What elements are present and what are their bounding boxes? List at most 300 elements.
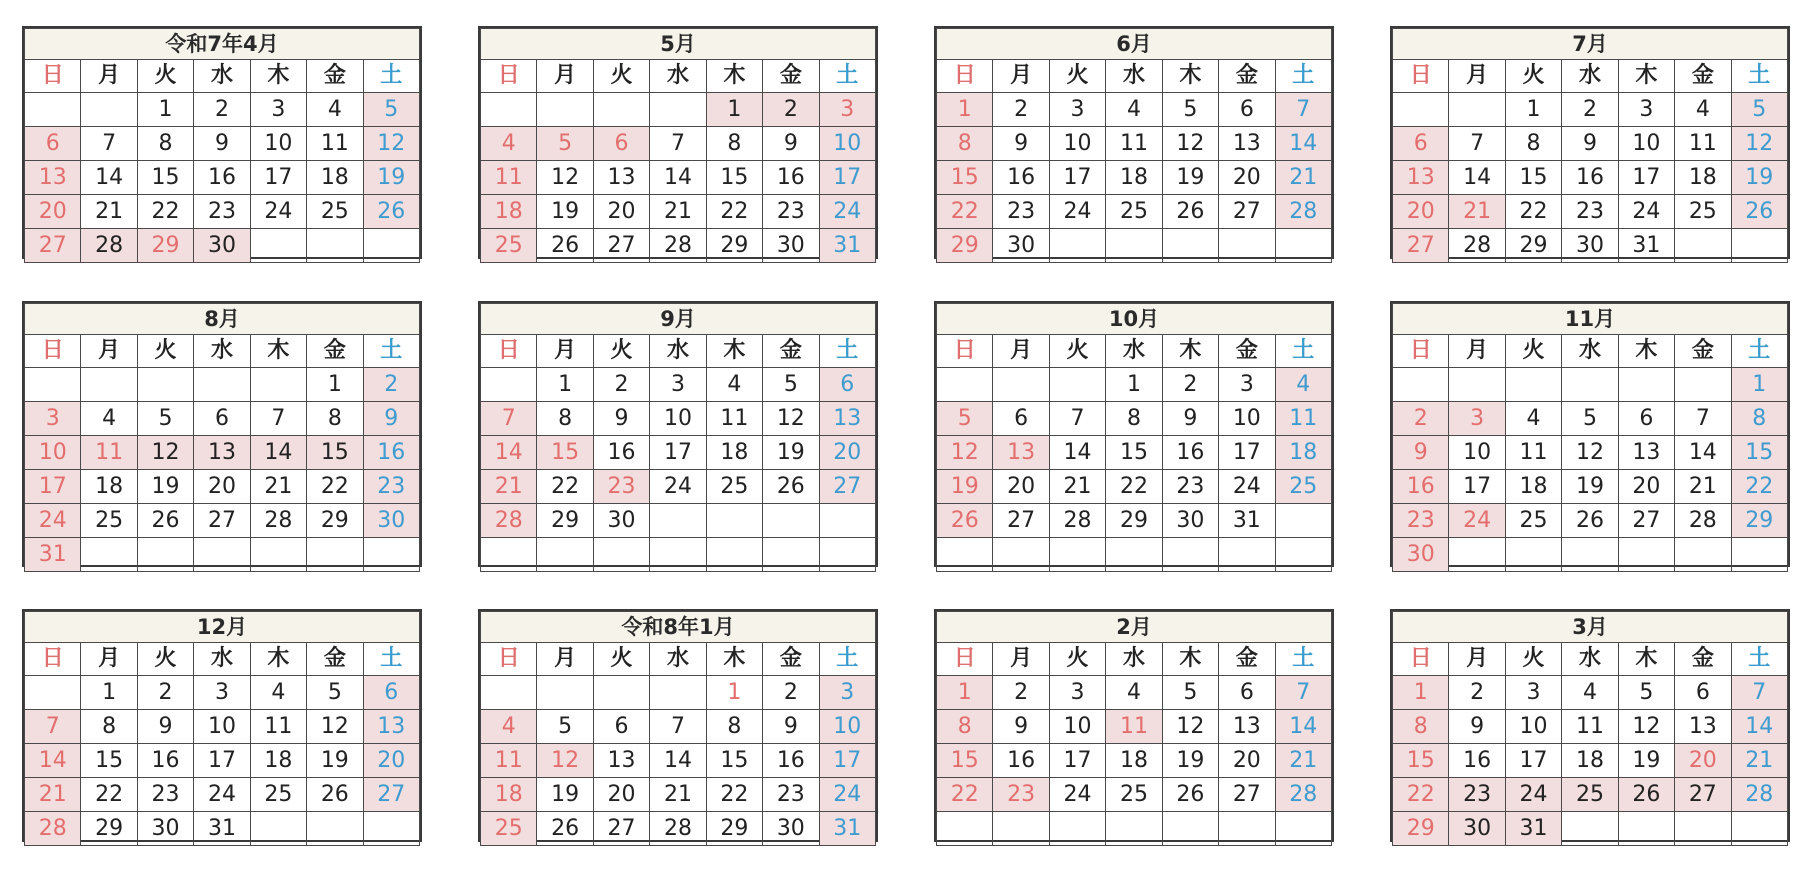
weekday-header: 木 (250, 335, 306, 368)
day-cell: 11 (1675, 127, 1731, 161)
day-cell: 14 (481, 436, 537, 470)
weekday-header: 金 (763, 643, 819, 676)
day-cell: 2 (363, 368, 419, 402)
day-cell: 13 (593, 161, 649, 195)
day-cell: 5 (537, 710, 593, 744)
weekday-header: 月 (537, 60, 593, 93)
week-row (25, 402, 420, 436)
day-cell: 3 (650, 368, 706, 402)
week-row (481, 195, 876, 229)
day-cell: 11 (1562, 710, 1618, 744)
day-cell: 1 (81, 676, 137, 710)
day-cell: 6 (363, 676, 419, 710)
day-cell: 3 (1505, 676, 1561, 710)
week-row (25, 778, 420, 812)
week-row (937, 161, 1332, 195)
week-row (937, 470, 1332, 504)
day-cell: 19 (1618, 744, 1674, 778)
weekday-header: 火 (137, 335, 193, 368)
day-cell: 18 (81, 470, 137, 504)
month-title: 6月 (937, 29, 1332, 60)
week-row (481, 402, 876, 436)
weekday-header: 火 (1505, 60, 1561, 93)
day-cell: 22 (937, 778, 993, 812)
empty-cell (250, 812, 306, 846)
day-cell: 26 (1162, 195, 1218, 229)
empty-cell (81, 93, 137, 127)
weekday-header: 火 (593, 60, 649, 93)
empty-cell (706, 504, 762, 538)
day-cell: 19 (1731, 161, 1787, 195)
day-cell: 17 (25, 470, 81, 504)
empty-cell (537, 93, 593, 127)
day-cell: 7 (1275, 93, 1331, 127)
empty-cell (763, 538, 819, 572)
day-cell: 11 (1106, 127, 1162, 161)
day-cell: 2 (1393, 402, 1449, 436)
day-cell: 20 (593, 778, 649, 812)
day-cell: 23 (1562, 195, 1618, 229)
weekday-header: 木 (706, 335, 762, 368)
day-cell: 13 (25, 161, 81, 195)
day-cell: 2 (993, 676, 1049, 710)
weekday-header: 火 (1049, 60, 1105, 93)
day-cell: 9 (363, 402, 419, 436)
weekday-header: 金 (1675, 60, 1731, 93)
day-cell: 6 (593, 710, 649, 744)
day-cell: 29 (1106, 504, 1162, 538)
day-cell: 29 (1731, 504, 1787, 538)
week-row (1393, 436, 1788, 470)
week-row (25, 710, 420, 744)
day-cell: 7 (1449, 127, 1505, 161)
day-cell: 31 (1618, 229, 1674, 263)
day-cell: 9 (137, 710, 193, 744)
weekday-header: 日 (25, 643, 81, 676)
day-cell: 23 (1162, 470, 1218, 504)
day-cell: 2 (1449, 676, 1505, 710)
week-row (481, 538, 876, 572)
day-cell: 21 (1275, 161, 1331, 195)
week-row (937, 436, 1332, 470)
day-cell: 18 (1562, 744, 1618, 778)
day-cell: 11 (1106, 710, 1162, 744)
day-cell: 26 (537, 812, 593, 846)
week-row (481, 744, 876, 778)
day-cell: 14 (81, 161, 137, 195)
week-row (937, 744, 1332, 778)
day-cell: 4 (1562, 676, 1618, 710)
day-cell: 5 (307, 676, 363, 710)
day-cell: 22 (537, 470, 593, 504)
empty-cell (307, 812, 363, 846)
weekday-header: 月 (993, 643, 1049, 676)
day-cell: 28 (25, 812, 81, 846)
week-row (25, 93, 420, 127)
day-cell: 28 (81, 229, 137, 263)
week-row (481, 368, 876, 402)
empty-cell (194, 538, 250, 572)
empty-cell (1393, 368, 1449, 402)
empty-cell (307, 229, 363, 263)
day-cell: 20 (194, 470, 250, 504)
day-cell: 12 (763, 402, 819, 436)
day-cell: 19 (307, 744, 363, 778)
day-cell: 14 (650, 744, 706, 778)
weekday-header: 土 (1731, 335, 1787, 368)
empty-cell (1106, 229, 1162, 263)
day-cell: 19 (137, 470, 193, 504)
day-cell: 28 (1275, 778, 1331, 812)
day-cell: 6 (1618, 402, 1674, 436)
day-cell: 10 (25, 436, 81, 470)
week-row (481, 710, 876, 744)
empty-cell (137, 538, 193, 572)
day-cell: 5 (1562, 402, 1618, 436)
empty-cell (1562, 368, 1618, 402)
day-cell: 31 (819, 229, 875, 263)
weekday-header: 土 (363, 335, 419, 368)
day-cell: 6 (593, 127, 649, 161)
day-cell: 20 (363, 744, 419, 778)
weekday-header: 水 (194, 335, 250, 368)
week-row (25, 744, 420, 778)
day-cell: 27 (1219, 195, 1275, 229)
day-cell: 30 (1393, 538, 1449, 572)
empty-cell (1049, 229, 1105, 263)
day-cell: 31 (819, 812, 875, 846)
empty-cell (937, 812, 993, 846)
day-cell: 25 (81, 504, 137, 538)
day-cell: 17 (1618, 161, 1674, 195)
day-cell: 7 (81, 127, 137, 161)
empty-cell (1275, 538, 1331, 572)
week-row (1393, 195, 1788, 229)
empty-cell (1675, 812, 1731, 846)
month-calendar (478, 301, 878, 567)
day-cell: 6 (1219, 93, 1275, 127)
day-cell: 2 (763, 93, 819, 127)
day-cell: 29 (706, 229, 762, 263)
day-cell: 15 (937, 161, 993, 195)
week-row (25, 436, 420, 470)
day-cell: 5 (1162, 676, 1218, 710)
day-cell: 28 (1275, 195, 1331, 229)
day-cell: 9 (763, 127, 819, 161)
day-cell: 29 (1505, 229, 1561, 263)
empty-cell (650, 538, 706, 572)
day-cell: 1 (1106, 368, 1162, 402)
empty-cell (993, 368, 1049, 402)
weekday-header: 金 (763, 335, 819, 368)
day-cell: 2 (194, 93, 250, 127)
day-cell: 18 (1275, 436, 1331, 470)
day-cell: 1 (937, 676, 993, 710)
empty-cell (1505, 538, 1561, 572)
day-cell: 14 (1275, 127, 1331, 161)
day-cell: 8 (1393, 710, 1449, 744)
weekday-header: 金 (307, 643, 363, 676)
month-calendar (934, 609, 1334, 842)
day-cell: 1 (1731, 368, 1787, 402)
day-cell: 31 (1219, 504, 1275, 538)
day-cell: 13 (1675, 710, 1731, 744)
day-cell: 21 (1449, 195, 1505, 229)
day-cell: 5 (363, 93, 419, 127)
weekday-header: 火 (137, 643, 193, 676)
weekday-header: 木 (706, 643, 762, 676)
day-cell: 16 (194, 161, 250, 195)
day-cell: 20 (25, 195, 81, 229)
empty-cell (1562, 538, 1618, 572)
day-cell: 24 (194, 778, 250, 812)
empty-cell (1162, 538, 1218, 572)
day-cell: 26 (763, 470, 819, 504)
day-cell: 20 (819, 436, 875, 470)
day-cell: 22 (1393, 778, 1449, 812)
weekday-header: 月 (81, 643, 137, 676)
day-cell: 12 (537, 744, 593, 778)
day-cell: 22 (137, 195, 193, 229)
weekday-header: 火 (137, 60, 193, 93)
weekday-header: 水 (1562, 643, 1618, 676)
empty-cell (763, 504, 819, 538)
week-row (25, 161, 420, 195)
day-cell: 4 (1106, 93, 1162, 127)
day-cell: 17 (819, 161, 875, 195)
day-cell: 23 (593, 470, 649, 504)
day-cell: 13 (593, 744, 649, 778)
day-cell: 2 (1562, 93, 1618, 127)
day-cell: 22 (81, 778, 137, 812)
day-cell: 3 (819, 93, 875, 127)
day-cell: 27 (1675, 778, 1731, 812)
day-cell: 6 (993, 402, 1049, 436)
day-cell: 13 (363, 710, 419, 744)
day-cell: 8 (1731, 402, 1787, 436)
day-cell: 24 (1219, 470, 1275, 504)
weekday-header: 水 (650, 60, 706, 93)
week-row (1393, 229, 1788, 263)
empty-cell (1106, 812, 1162, 846)
day-cell: 20 (1618, 470, 1674, 504)
day-cell: 27 (1618, 504, 1674, 538)
day-cell: 5 (937, 402, 993, 436)
empty-cell (537, 676, 593, 710)
day-cell: 21 (1675, 470, 1731, 504)
day-cell: 17 (194, 744, 250, 778)
week-row (481, 676, 876, 710)
weekday-header: 土 (819, 643, 875, 676)
weekday-header: 日 (937, 335, 993, 368)
day-cell: 26 (937, 504, 993, 538)
day-cell: 1 (137, 93, 193, 127)
empty-cell (1449, 538, 1505, 572)
weekday-header: 日 (1393, 335, 1449, 368)
empty-cell (1219, 538, 1275, 572)
weekday-header: 土 (1275, 60, 1331, 93)
empty-cell (937, 368, 993, 402)
day-cell: 31 (194, 812, 250, 846)
week-row (25, 470, 420, 504)
day-cell: 13 (1618, 436, 1674, 470)
day-cell: 7 (1275, 676, 1331, 710)
day-cell: 1 (706, 676, 762, 710)
day-cell: 3 (1049, 676, 1105, 710)
empty-cell (1162, 229, 1218, 263)
weekday-header: 土 (1275, 643, 1331, 676)
day-cell: 4 (1505, 402, 1561, 436)
day-cell: 24 (1049, 195, 1105, 229)
weekday-header: 土 (819, 60, 875, 93)
day-cell: 7 (650, 710, 706, 744)
day-cell: 19 (537, 778, 593, 812)
empty-cell (1731, 812, 1787, 846)
day-cell: 8 (1106, 402, 1162, 436)
weekday-header: 土 (1731, 60, 1787, 93)
day-cell: 11 (307, 127, 363, 161)
day-cell: 20 (593, 195, 649, 229)
day-cell: 21 (650, 778, 706, 812)
day-cell: 18 (481, 195, 537, 229)
day-cell: 14 (1275, 710, 1331, 744)
day-cell: 2 (993, 93, 1049, 127)
empty-cell (1675, 229, 1731, 263)
day-cell: 19 (1162, 744, 1218, 778)
day-cell: 4 (481, 710, 537, 744)
week-row (1393, 504, 1788, 538)
weekday-header: 日 (937, 60, 993, 93)
day-cell: 30 (593, 504, 649, 538)
week-row (25, 368, 420, 402)
day-cell: 9 (1562, 127, 1618, 161)
day-cell: 2 (593, 368, 649, 402)
empty-cell (481, 93, 537, 127)
month-title: 7月 (1393, 29, 1788, 60)
day-cell: 13 (819, 402, 875, 436)
month-title: 令和7年4月 (25, 29, 420, 60)
day-cell: 30 (363, 504, 419, 538)
week-row (25, 229, 420, 263)
month-calendar (934, 301, 1334, 567)
day-cell: 9 (194, 127, 250, 161)
empty-cell (25, 676, 81, 710)
empty-cell (593, 93, 649, 127)
day-cell: 24 (1449, 504, 1505, 538)
day-cell: 17 (1449, 470, 1505, 504)
day-cell: 11 (481, 161, 537, 195)
week-row (1393, 710, 1788, 744)
day-cell: 14 (1049, 436, 1105, 470)
day-cell: 12 (1562, 436, 1618, 470)
day-cell: 16 (1562, 161, 1618, 195)
empty-cell (1505, 368, 1561, 402)
empty-cell (993, 812, 1049, 846)
day-cell: 9 (1449, 710, 1505, 744)
day-cell: 29 (706, 812, 762, 846)
empty-cell (937, 538, 993, 572)
day-cell: 12 (937, 436, 993, 470)
day-cell: 11 (481, 744, 537, 778)
day-cell: 3 (25, 402, 81, 436)
day-cell: 22 (706, 778, 762, 812)
empty-cell (1618, 538, 1674, 572)
day-cell: 7 (1049, 402, 1105, 436)
day-cell: 23 (1449, 778, 1505, 812)
empty-cell (593, 538, 649, 572)
weekday-header: 木 (706, 60, 762, 93)
weekday-header: 月 (537, 643, 593, 676)
day-cell: 14 (1731, 710, 1787, 744)
day-cell: 19 (763, 436, 819, 470)
weekday-header: 日 (937, 643, 993, 676)
month-title: 9月 (481, 304, 876, 335)
week-row (25, 676, 420, 710)
empty-cell (250, 229, 306, 263)
day-cell: 25 (1505, 504, 1561, 538)
day-cell: 24 (25, 504, 81, 538)
day-cell: 3 (1049, 93, 1105, 127)
day-cell: 13 (194, 436, 250, 470)
day-cell: 8 (706, 710, 762, 744)
day-cell: 5 (1162, 93, 1218, 127)
day-cell: 17 (250, 161, 306, 195)
weekday-header: 金 (1219, 60, 1275, 93)
day-cell: 12 (537, 161, 593, 195)
day-cell: 8 (706, 127, 762, 161)
day-cell: 27 (25, 229, 81, 263)
empty-cell (25, 368, 81, 402)
day-cell: 5 (537, 127, 593, 161)
day-cell: 22 (937, 195, 993, 229)
day-cell: 12 (1162, 127, 1218, 161)
day-cell: 23 (363, 470, 419, 504)
empty-cell (1562, 812, 1618, 846)
weekday-header: 水 (194, 60, 250, 93)
day-cell: 28 (650, 812, 706, 846)
day-cell: 16 (1449, 744, 1505, 778)
weekday-header: 土 (363, 60, 419, 93)
week-row (937, 229, 1332, 263)
day-cell: 24 (1505, 778, 1561, 812)
day-cell: 18 (1106, 161, 1162, 195)
week-row (937, 710, 1332, 744)
day-cell: 6 (25, 127, 81, 161)
month-title: 2月 (937, 612, 1332, 643)
month-calendar (1390, 301, 1790, 567)
day-cell: 16 (763, 744, 819, 778)
empty-cell (363, 538, 419, 572)
day-cell: 26 (137, 504, 193, 538)
week-row (937, 778, 1332, 812)
day-cell: 31 (25, 538, 81, 572)
week-row (1393, 368, 1788, 402)
day-cell: 10 (1449, 436, 1505, 470)
day-cell: 28 (1449, 229, 1505, 263)
month-title: 3月 (1393, 612, 1788, 643)
weekday-header: 日 (25, 335, 81, 368)
day-cell: 17 (1049, 161, 1105, 195)
day-cell: 26 (1162, 778, 1218, 812)
day-cell: 10 (1049, 710, 1105, 744)
day-cell: 21 (250, 470, 306, 504)
day-cell: 13 (1219, 127, 1275, 161)
empty-cell (1675, 538, 1731, 572)
day-cell: 25 (250, 778, 306, 812)
month-calendar (1390, 609, 1790, 842)
empty-cell (1049, 812, 1105, 846)
day-cell: 21 (481, 470, 537, 504)
